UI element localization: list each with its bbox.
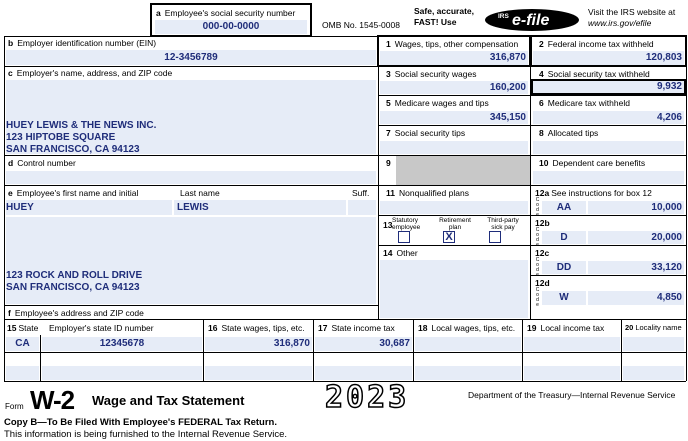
- ssn-field[interactable]: [155, 20, 307, 34]
- rule: [530, 275, 686, 276]
- box-16-label: 16 State wages, tips, etc.: [208, 323, 305, 333]
- safe-text: Safe, accurate, FAST! Use: [414, 6, 475, 27]
- ss-wages-value: 160,200: [489, 82, 526, 93]
- state-wages-field-2[interactable]: [205, 366, 312, 380]
- box-a-label: Employee's social security number: [164, 8, 296, 18]
- last-name-field[interactable]: [174, 200, 346, 215]
- rule: [378, 125, 686, 126]
- ssn-value: 000-00-0000: [202, 21, 260, 32]
- box-14-label: 14 Other: [383, 248, 418, 258]
- box-12c-amount-field[interactable]: [588, 261, 684, 274]
- omb-number: OMB No. 1545-0008: [322, 20, 400, 30]
- control-number-field[interactable]: [6, 171, 376, 184]
- rule: [530, 215, 686, 216]
- state-tax-field[interactable]: [315, 337, 412, 351]
- copy-b-text: Copy B—To Be Filed With Employee's FEDERAL Tax Return.: [4, 417, 277, 428]
- code-vertical-label: C o d e: [535, 257, 540, 278]
- box-e-label: e Employee's first name and initial: [8, 188, 139, 198]
- box-18-label: 18 Local wages, tips, etc.: [418, 323, 516, 333]
- box-a: [150, 3, 312, 37]
- ein-field[interactable]: [6, 50, 376, 65]
- box-12a-code-field[interactable]: [542, 201, 586, 214]
- box-12b-code-field[interactable]: [542, 231, 586, 244]
- box-12d-label: 12d: [535, 278, 550, 288]
- box-2-label: 2 Federal income tax withheld: [539, 39, 654, 49]
- rule: [378, 185, 686, 186]
- state-field[interactable]: [6, 337, 39, 351]
- tax-year: 2023: [325, 380, 410, 415]
- box-12d-code: W: [559, 292, 569, 303]
- rule: [378, 95, 686, 96]
- box-1-label: 1 Wages, tips, other compensation: [386, 39, 519, 49]
- rule: [530, 66, 531, 319]
- rule: [530, 245, 686, 246]
- ss-tax-field[interactable]: [531, 79, 686, 95]
- employee-city-line: SAN FRANCISCO, CA 94123: [6, 282, 140, 293]
- rule: [686, 36, 687, 381]
- box-c-label: c Employer's name, address, and ZIP code: [8, 68, 173, 78]
- box-12a-amount-field[interactable]: [588, 201, 684, 214]
- employee-address-field[interactable]: [6, 217, 376, 304]
- box-d-label: d Control number: [8, 158, 76, 168]
- box-17-label: 17 State income tax: [318, 323, 395, 333]
- svg-text:IRS: IRS: [498, 13, 509, 20]
- form-word: Form: [5, 402, 24, 411]
- first-name-field[interactable]: [6, 200, 172, 215]
- dependent-care-field[interactable]: [533, 171, 684, 184]
- suffix-label: Suff.: [352, 188, 370, 198]
- state-tax-value: 30,687: [379, 338, 410, 349]
- rule: [378, 245, 530, 246]
- svg-text:e-file: e-file: [512, 12, 550, 29]
- local-wages-field[interactable]: [415, 337, 521, 351]
- rule: [378, 215, 530, 216]
- form-name: W-2: [30, 385, 75, 415]
- rule: [4, 36, 5, 381]
- box-12d-amount: 4,850: [656, 292, 682, 303]
- employer-name-field[interactable]: [6, 80, 376, 154]
- box-12c-label: 12c: [535, 248, 550, 258]
- ss-tax-value: 9,932: [656, 81, 682, 92]
- box-15-label: 15 State: [7, 323, 39, 333]
- box-12c-code: DD: [556, 262, 572, 273]
- employer-name-line: HUEY LEWIS & THE NEWS INC.: [6, 120, 157, 131]
- box-13-label: 13: [383, 220, 393, 230]
- box-12a-code: AA: [556, 202, 572, 213]
- box-12b-label: 12b: [535, 218, 550, 228]
- state-wages-field[interactable]: [205, 337, 312, 351]
- code-vertical-label: C o d e: [535, 197, 540, 218]
- local-wages-field-2[interactable]: [415, 366, 521, 380]
- locality-field-2[interactable]: [623, 366, 684, 380]
- box-10-label: 10 Dependent care benefits: [539, 158, 646, 168]
- box-8-label: 8 Allocated tips: [539, 128, 599, 138]
- department-text: Department of the Treasury—Internal Revenue Service: [468, 390, 676, 400]
- form-title: Wage and Tax Statement: [92, 393, 245, 408]
- box-f-label: f Employee's address and ZIP code: [8, 308, 144, 318]
- rule: [621, 319, 622, 381]
- box-12c-code-field[interactable]: [542, 261, 586, 274]
- box-12a-label: 12a See instructions for box 12: [535, 188, 652, 198]
- box-a-letter: a: [156, 8, 161, 18]
- efile-logo-icon: [484, 8, 580, 32]
- ss-wages-field[interactable]: [380, 81, 528, 94]
- third-party-label: Third-party sick pay: [487, 217, 519, 231]
- employer-address-line: 123 HIPTOBE SQUARE: [6, 132, 116, 143]
- medicare-wages-field[interactable]: [380, 111, 528, 124]
- state-value: CA: [15, 338, 30, 349]
- rule: [4, 305, 378, 306]
- suffix-field[interactable]: [348, 200, 376, 215]
- box-3-label: 3 Social security wages: [386, 69, 477, 79]
- local-tax-field[interactable]: [524, 337, 620, 351]
- rule: [203, 319, 204, 381]
- box-12c-amount: 33,120: [651, 262, 682, 273]
- employee-address-line: 123 ROCK AND ROLL DRIVE: [6, 270, 143, 281]
- box-20-label: 20 Locality name: [625, 323, 682, 332]
- rule: [413, 319, 414, 381]
- code-vertical-label: C o d e: [535, 227, 540, 248]
- box-9-label: 9: [386, 158, 391, 168]
- rule: [4, 36, 378, 37]
- rule: [522, 319, 523, 381]
- state-id-field[interactable]: [42, 337, 202, 351]
- box-11-label: 11 Nonqualified plans: [386, 188, 469, 198]
- state-id-value: 12345678: [99, 338, 145, 349]
- third-party-checkbox[interactable]: [489, 231, 501, 243]
- box-19-label: 19 Local income tax: [527, 323, 605, 333]
- box-12d-code-field[interactable]: [542, 291, 586, 305]
- info-text: This information is being furnished to the Internal Revenue Service.: [4, 429, 288, 440]
- rule: [4, 185, 378, 186]
- box-5-label: 5 Medicare wages and tips: [386, 98, 489, 108]
- efile-logo: [484, 8, 580, 32]
- statutory-checkbox[interactable]: [398, 231, 410, 243]
- other-field[interactable]: [380, 260, 528, 318]
- rule: [40, 335, 41, 381]
- retirement-checkbox[interactable]: X: [443, 231, 455, 243]
- ein-value: 12-3456789: [164, 52, 218, 63]
- box-12b-code: D: [560, 232, 568, 243]
- retirement-label: Retirement plan: [439, 217, 471, 231]
- medicare-tax-field[interactable]: [533, 111, 684, 124]
- rule: [313, 319, 314, 381]
- rule: [378, 36, 379, 319]
- box-12a-amount: 10,000: [651, 202, 682, 213]
- state-field-2[interactable]: [6, 366, 39, 380]
- box-12d-amount-field[interactable]: [588, 291, 684, 305]
- federal-tax-value: 120,803: [645, 52, 682, 63]
- state-id-field-2[interactable]: [42, 366, 202, 380]
- last-name-label: Last name: [180, 188, 220, 198]
- wages-value: 316,870: [489, 52, 526, 63]
- rule: [4, 319, 686, 320]
- local-tax-field-2[interactable]: [524, 366, 620, 380]
- federal-tax-field[interactable]: [533, 51, 684, 65]
- employer-city-line: SAN FRANCISCO, CA 94123: [6, 144, 140, 155]
- ss-tips-field[interactable]: [380, 141, 528, 154]
- visit-irs-text: Visit the IRS website at www.irs.gov/efile: [588, 7, 676, 28]
- box-4-label: 4 Social security tax withheld: [539, 69, 650, 79]
- box-b-label: b Employer identification number (EIN): [8, 38, 157, 48]
- last-name-value: LEWIS: [177, 202, 209, 213]
- locality-field[interactable]: [623, 337, 684, 351]
- state-wages-value: 316,870: [273, 338, 310, 349]
- employer-state-id-label: Employer's state ID number: [49, 323, 154, 333]
- box-6-label: 6 Medicare tax withheld: [539, 98, 630, 108]
- box-12b-amount-field[interactable]: [588, 231, 684, 244]
- state-tax-field-2[interactable]: [315, 366, 412, 380]
- wages-field[interactable]: [380, 51, 528, 65]
- first-name-value: HUEY: [6, 202, 34, 213]
- rule: [4, 352, 686, 353]
- code-vertical-label: C o d e: [535, 287, 540, 308]
- medicare-wages-value: 345,150: [489, 112, 526, 123]
- medicare-tax-value: 4,206: [656, 112, 682, 123]
- box-9-shaded: [396, 156, 530, 185]
- allocated-tips-field[interactable]: [533, 141, 684, 154]
- statutory-label: Statutory employee: [392, 217, 421, 231]
- box-7-label: 7 Social security tips: [386, 128, 466, 138]
- nonqualified-field[interactable]: [380, 201, 528, 214]
- box-12b-amount: 20,000: [651, 232, 682, 243]
